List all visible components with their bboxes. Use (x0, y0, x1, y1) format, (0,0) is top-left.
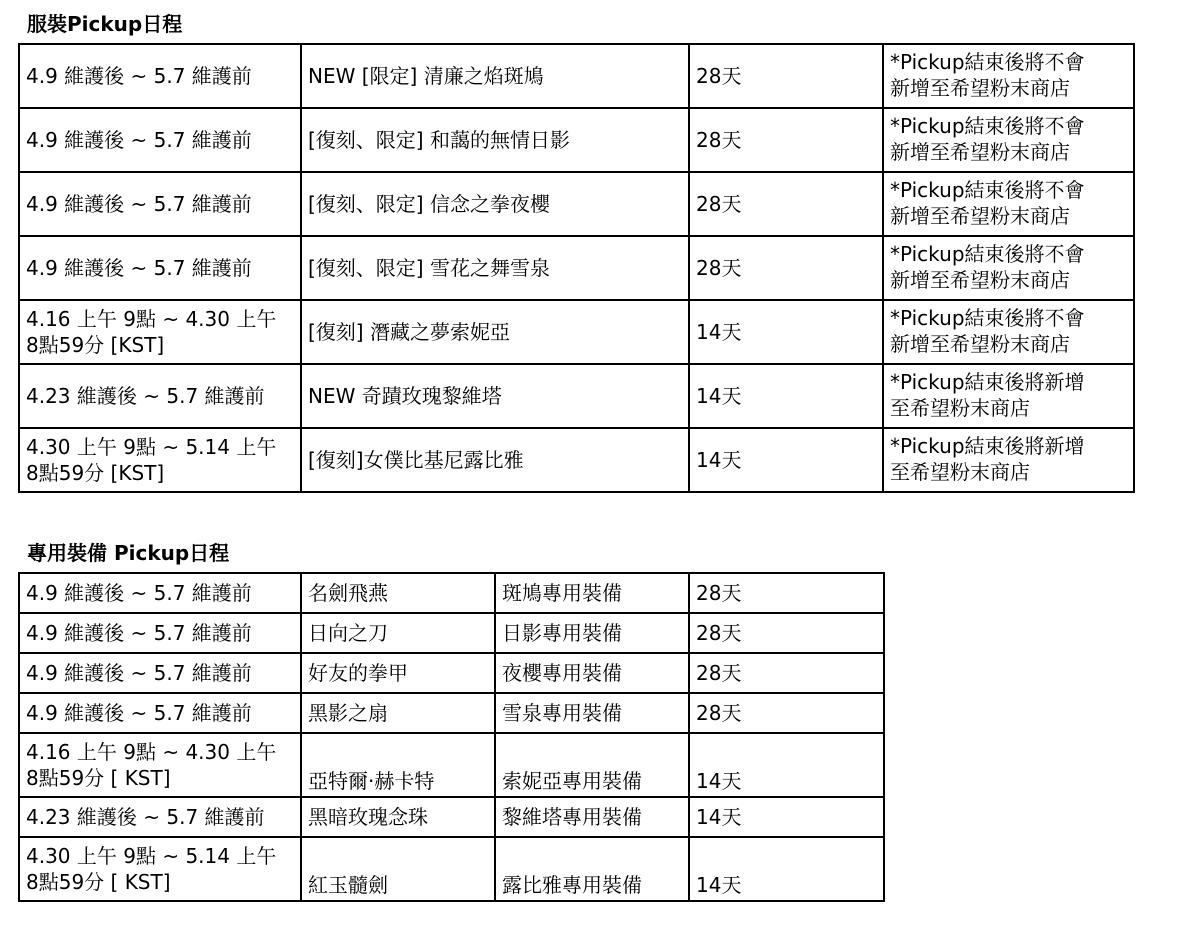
period-cell-line: 8點59分 [KST] (26, 461, 165, 485)
shop-note-cell-line: 新增至希望粉末商店 (890, 76, 1070, 100)
duration-cell: 28天 (689, 653, 884, 693)
shop-note-cell (883, 428, 1134, 492)
weapon-name-cell: 名劍飛燕 (301, 573, 495, 613)
shop-note-cell-line: *Pickup結束後將不會 (890, 50, 1085, 74)
period-cell (19, 653, 301, 693)
shop-note-cell-line: *Pickup結束後將不會 (890, 306, 1085, 330)
costume-name-cell: [復刻、限定] 信念之拳夜櫻 (301, 172, 689, 236)
shop-note-cell (883, 172, 1134, 236)
duration-cell: 28天 (689, 693, 884, 733)
table-row (19, 653, 884, 693)
shop-note-cell-line: *Pickup結束後將不會 (890, 114, 1085, 138)
table-row (19, 44, 1134, 108)
shop-note-cell (883, 44, 1134, 108)
table-row (19, 172, 1134, 236)
period-cell-line: 8點59分 [KST] (26, 333, 165, 357)
table-row (19, 300, 1134, 364)
period-cell-line: 4.23 維護後 ~ 5.7 維護前 (26, 805, 265, 829)
equipment-type-cell: 夜櫻專用裝備 (495, 653, 689, 693)
costume-name-cell: [復刻、限定] 雪花之舞雪泉 (301, 236, 689, 300)
shop-note-cell-line: 至希望粉末商店 (890, 396, 1030, 420)
equipment-pickup-table (18, 572, 885, 902)
shop-note-cell-line: *Pickup結束後將新增 (890, 434, 1085, 458)
equipment-type-cell: 黎維塔專用裝備 (495, 797, 689, 837)
duration-cell: 28天 (689, 108, 883, 172)
period-cell (19, 364, 301, 428)
duration-cell: 28天 (689, 236, 883, 300)
costume-name-cell: [復刻、限定] 和藹的無情日影 (301, 108, 689, 172)
period-cell (19, 428, 301, 492)
period-cell (19, 172, 301, 236)
duration-cell: 28天 (689, 573, 884, 613)
period-cell (19, 693, 301, 733)
equipment-type-cell: 日影專用裝備 (495, 613, 689, 653)
period-cell-line: 4.16 上午 9點 ~ 4.30 上午 (26, 307, 277, 331)
duration-cell: 14天 (689, 428, 883, 492)
period-cell-line: 4.9 維護後 ~ 5.7 維護前 (26, 661, 252, 685)
duration-cell: 14天 (689, 837, 884, 901)
period-cell (19, 797, 301, 837)
period-cell (19, 573, 301, 613)
costume-name-cell: NEW [限定] 清廉之焰斑鳩 (301, 44, 689, 108)
weapon-name-cell: 日向之刀 (301, 613, 495, 653)
costume-name-cell: [復刻] 潛藏之夢索妮亞 (301, 300, 689, 364)
duration-cell: 14天 (689, 300, 883, 364)
period-cell (19, 613, 301, 653)
period-cell-line: 4.30 上午 9點 ~ 5.14 上午 (26, 844, 277, 868)
shop-note-cell-line: 新增至希望粉末商店 (890, 268, 1070, 292)
period-cell-line: 4.30 上午 9點 ~ 5.14 上午 (26, 435, 277, 459)
shop-note-cell-line: 至希望粉末商店 (890, 460, 1030, 484)
table-row (19, 693, 884, 733)
shop-note-cell-line: 新增至希望粉末商店 (890, 140, 1070, 164)
period-cell-line: 4.16 上午 9點 ~ 4.30 上午 (26, 740, 277, 764)
costume-pickup-table (18, 43, 1135, 493)
equipment-type-cell: 雪泉專用裝備 (495, 693, 689, 733)
duration-cell: 14天 (689, 364, 883, 428)
period-cell (19, 733, 301, 797)
period-cell-line: 4.9 維護後 ~ 5.7 維護前 (26, 581, 252, 605)
period-cell-line: 4.9 維護後 ~ 5.7 維護前 (26, 64, 252, 88)
weapon-name-cell: 黑影之扇 (301, 693, 495, 733)
weapon-name-cell: 黑暗玫瑰念珠 (301, 797, 495, 837)
table-row (19, 837, 884, 901)
equipment-type-cell: 露比雅專用裝備 (495, 837, 689, 901)
shop-note-cell (883, 236, 1134, 300)
table-row (19, 733, 884, 797)
period-cell-line: 8點59分 [ KST] (26, 766, 171, 790)
shop-note-cell (883, 364, 1134, 428)
table-row (19, 573, 884, 613)
duration-cell: 14天 (689, 733, 884, 797)
period-cell (19, 108, 301, 172)
costume-name-cell: [復刻]女僕比基尼露比雅 (301, 428, 689, 492)
table-row (19, 613, 884, 653)
equipment-pickup-heading: 專用裝備 Pickup日程 (27, 541, 230, 565)
shop-note-cell-line: *Pickup結束後將不會 (890, 178, 1085, 202)
period-cell-line: 8點59分 [ KST] (26, 870, 171, 894)
period-cell (19, 300, 301, 364)
weapon-name-cell: 亞特爾·赫卡特 (301, 733, 495, 797)
table-row (19, 108, 1134, 172)
table-row (19, 797, 884, 837)
period-cell (19, 44, 301, 108)
shop-note-cell-line: 新增至希望粉末商店 (890, 332, 1070, 356)
table-row (19, 364, 1134, 428)
weapon-name-cell: 紅玉髓劍 (301, 837, 495, 901)
shop-note-cell-line: *Pickup結束後將新增 (890, 370, 1085, 394)
period-cell-line: 4.9 維護後 ~ 5.7 維護前 (26, 192, 252, 216)
period-cell-line: 4.9 維護後 ~ 5.7 維護前 (26, 256, 252, 280)
equipment-type-cell: 斑鳩專用裝備 (495, 573, 689, 613)
table-row (19, 428, 1134, 492)
period-cell-line: 4.23 維護後 ~ 5.7 維護前 (26, 384, 265, 408)
shop-note-cell-line: *Pickup結束後將不會 (890, 242, 1085, 266)
shop-note-cell (883, 108, 1134, 172)
shop-note-cell-line: 新增至希望粉末商店 (890, 204, 1070, 228)
period-cell-line: 4.9 維護後 ~ 5.7 維護前 (26, 701, 252, 725)
duration-cell: 14天 (689, 797, 884, 837)
duration-cell: 28天 (689, 44, 883, 108)
weapon-name-cell: 好友的拳甲 (301, 653, 495, 693)
period-cell-line: 4.9 維護後 ~ 5.7 維護前 (26, 128, 252, 152)
shop-note-cell (883, 300, 1134, 364)
costume-name-cell: NEW 奇蹟玫瑰黎維塔 (301, 364, 689, 428)
table-row (19, 236, 1134, 300)
duration-cell: 28天 (689, 613, 884, 653)
costume-pickup-heading: 服裝Pickup日程 (27, 12, 183, 36)
period-cell-line: 4.9 維護後 ~ 5.7 維護前 (26, 621, 252, 645)
period-cell (19, 236, 301, 300)
equipment-type-cell: 索妮亞專用裝備 (495, 733, 689, 797)
duration-cell: 28天 (689, 172, 883, 236)
period-cell (19, 837, 301, 901)
